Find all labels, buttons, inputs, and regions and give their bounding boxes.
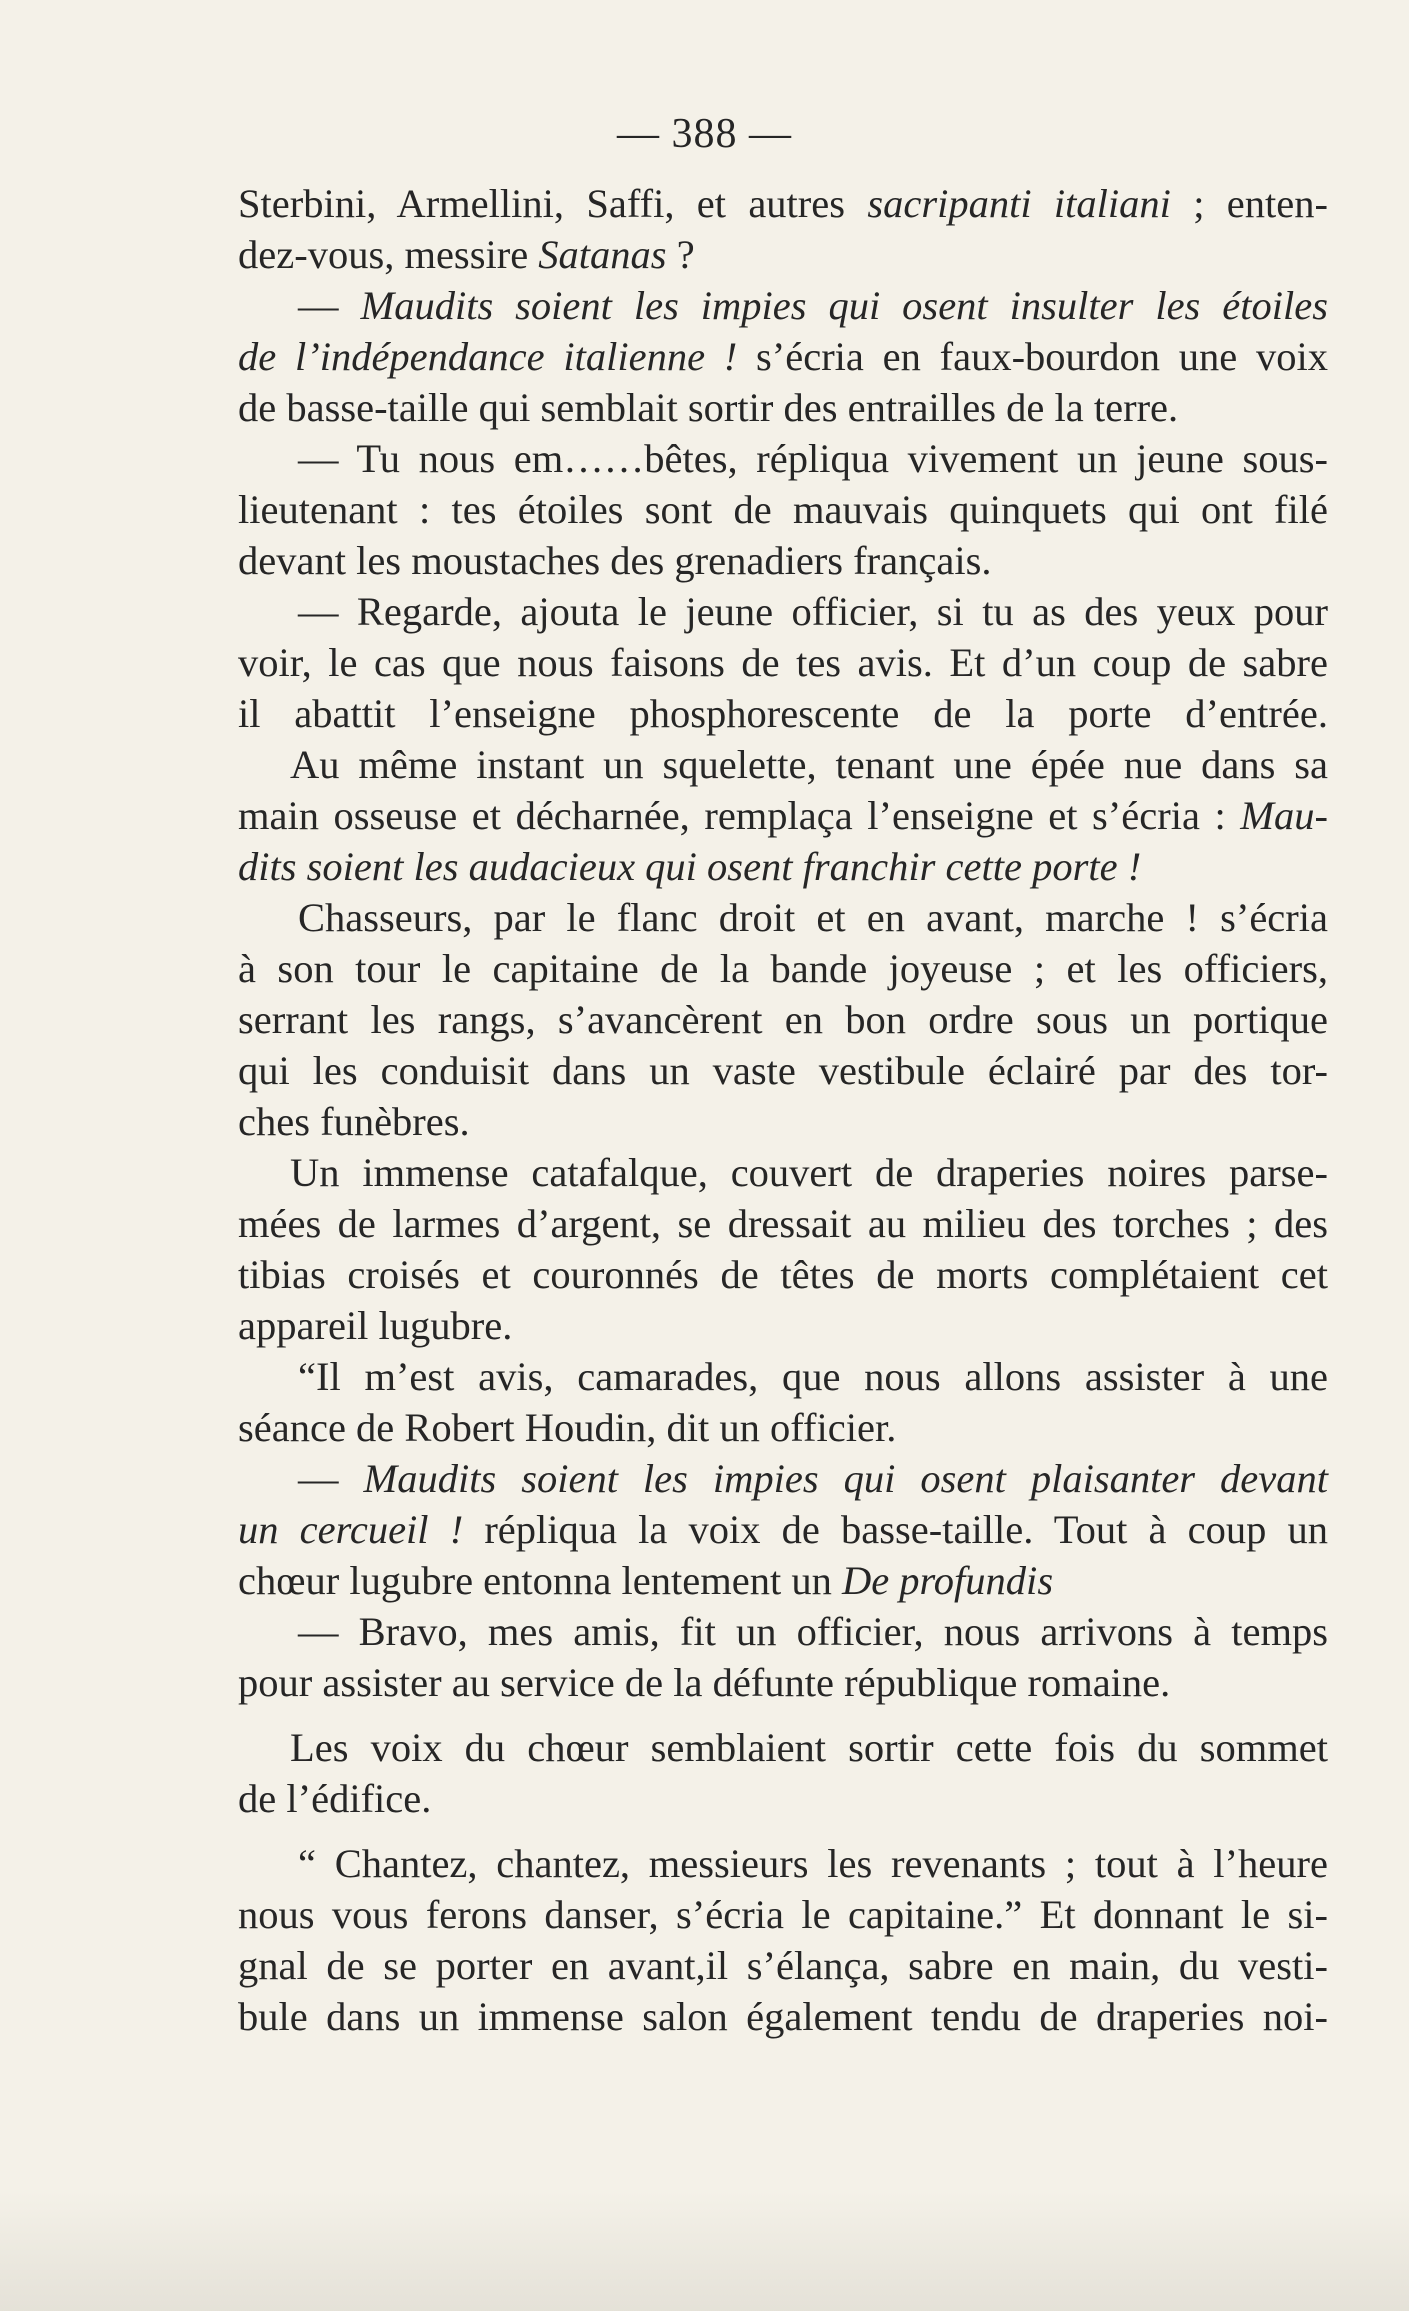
text-segment: ; enten- bbox=[1170, 181, 1328, 226]
text-line bbox=[238, 1198, 1328, 1249]
text-segment: séance de Robert Houdin, dit un officier. bbox=[238, 1405, 897, 1450]
text-segment: dez-vous, messire bbox=[238, 232, 539, 277]
text-segment: de basse-taille qui semblait sortir des entrailles de la terre. bbox=[238, 385, 1179, 430]
text-segment: Sterbini, Armellini, Saffi, et autres bbox=[238, 181, 868, 226]
text-line bbox=[238, 1504, 1328, 1555]
text-segment: serrant les rangs, s’avancèrent en bon ordre sous un portique bbox=[238, 997, 1328, 1042]
text-line bbox=[238, 892, 1328, 943]
text-segment: nous vous ferons danser, s’écria le capitaine.” Et donnant le si- bbox=[238, 1892, 1328, 1937]
text-line bbox=[238, 586, 1328, 637]
text-line bbox=[238, 637, 1328, 688]
text-segment: bule dans un immense salon également tendu de draperies noi- bbox=[238, 1994, 1328, 2039]
text-line bbox=[238, 1402, 1328, 1453]
text-line bbox=[238, 535, 1328, 586]
text-line bbox=[238, 1773, 1328, 1824]
italic-segment: De profundis bbox=[841, 1558, 1054, 1603]
text-segment: pour assister au service de la défunte république romaine. bbox=[238, 1660, 1171, 1705]
text-line bbox=[238, 1555, 1328, 1606]
text-line bbox=[238, 994, 1328, 1045]
text-line bbox=[238, 280, 1328, 331]
text-segment: “ Chantez, chantez, messieurs les revenants ; tout à l’heure bbox=[298, 1841, 1328, 1886]
text-line bbox=[238, 841, 1328, 892]
text-line bbox=[238, 1838, 1328, 1889]
text-line bbox=[238, 1147, 1328, 1198]
text-line bbox=[238, 229, 1328, 280]
text-segment: Au même instant un squelette, tenant une épée nue dans sa bbox=[290, 742, 1328, 787]
text-segment: ches funèbres. bbox=[238, 1099, 470, 1144]
text-segment: s’écria en faux-bourdon une voix bbox=[737, 334, 1328, 379]
text-line bbox=[238, 1722, 1328, 1773]
italic-segment: un cercueil ! bbox=[238, 1507, 464, 1552]
text-segment: main osseuse et décharnée, remplaça l’enseigne et s’écria : bbox=[238, 793, 1241, 838]
text-segment: voir, le cas que nous faisons de tes avis. Et d’un coup de sabre bbox=[238, 640, 1328, 685]
italic-segment: sacripanti italiani bbox=[867, 181, 1171, 226]
text-line bbox=[238, 1351, 1328, 1402]
text-line bbox=[238, 790, 1328, 841]
text-segment: chœur lugubre entonna lentement un bbox=[238, 1558, 842, 1603]
text-segment: gnal de se porter en avant,il s’élança, sabre en main, du vesti- bbox=[238, 1943, 1328, 1988]
text-segment: “Il m’est avis, camarades, que nous allons assister à une bbox=[298, 1354, 1328, 1399]
italic-segment: Satanas bbox=[538, 232, 667, 277]
text-line bbox=[238, 1889, 1328, 1940]
text-segment: — Tu nous em……bêtes, répliqua vivement un jeune sous- bbox=[298, 436, 1328, 481]
text-line bbox=[238, 739, 1328, 790]
text-segment: ? bbox=[666, 232, 695, 277]
text-segment: mées de larmes d’argent, se dressait au milieu des torches ; des bbox=[238, 1201, 1328, 1246]
text-segment: répliqua la voix de basse-taille. Tout à coup un bbox=[463, 1507, 1329, 1552]
text-segment: devant les moustaches des grenadiers français. bbox=[238, 538, 992, 583]
paragraph-gap bbox=[238, 1708, 1328, 1722]
text-line bbox=[238, 331, 1328, 382]
text-line bbox=[238, 1657, 1328, 1708]
text-segment: — Regarde, ajouta le jeune officier, si tu as des yeux pour bbox=[298, 589, 1328, 634]
text-segment: Chasseurs, par le flanc droit et en avant, marche ! s’écria bbox=[298, 895, 1328, 940]
text-line bbox=[238, 1606, 1328, 1657]
text-segment: — bbox=[298, 1456, 364, 1501]
text-line bbox=[238, 1300, 1328, 1351]
page-number: — 388 — bbox=[617, 111, 792, 157]
text-segment: Un immense catafalque, couvert de draperies noires parse- bbox=[290, 1150, 1328, 1195]
italic-segment: de l’indépendance italienne ! bbox=[238, 334, 738, 379]
italic-segment: Maudits soient les impies qui osent insulter les étoiles bbox=[360, 283, 1328, 328]
text-segment: — bbox=[298, 283, 361, 328]
italic-segment: Mau- bbox=[1240, 793, 1328, 838]
text-segment: appareil lugubre. bbox=[238, 1303, 513, 1348]
text-segment: de l’édifice. bbox=[238, 1776, 432, 1821]
text-segment: Les voix du chœur semblaient sortir cette fois du sommet bbox=[290, 1725, 1328, 1770]
text-line bbox=[238, 484, 1328, 535]
italic-segment: dits soient les audacieux qui osent franchir cette porte ! bbox=[238, 844, 1142, 889]
text-line bbox=[238, 1249, 1328, 1300]
text-line bbox=[238, 1453, 1328, 1504]
text-line bbox=[238, 1045, 1328, 1096]
text-segment: qui les conduisit dans un vaste vestibule éclairé par des tor- bbox=[238, 1048, 1328, 1093]
page-edge-shading bbox=[0, 2191, 1409, 2311]
text-segment: lieutenant : tes étoiles sont de mauvais quinquets qui ont filé bbox=[238, 487, 1328, 532]
text-segment: tibias croisés et couronnés de têtes de morts complétaient cet bbox=[238, 1252, 1328, 1297]
text-line bbox=[238, 943, 1328, 994]
body-text bbox=[238, 178, 1328, 2042]
text-line bbox=[238, 1096, 1328, 1147]
italic-segment: Maudits soient les impies qui osent plaisanter devant bbox=[363, 1456, 1329, 1501]
text-segment: — Bravo, mes amis, fit un officier, nous arrivons à temps bbox=[298, 1609, 1328, 1654]
text-line bbox=[238, 688, 1328, 739]
text-segment: à son tour le capitaine de la bande joyeuse ; et les officiers, bbox=[238, 946, 1328, 991]
text-line bbox=[238, 433, 1328, 484]
text-line bbox=[238, 1940, 1328, 1991]
text-line bbox=[238, 1991, 1328, 2042]
text-segment: il abattit l’enseigne phosphorescente de la porte d’entrée. bbox=[238, 691, 1328, 736]
text-line bbox=[238, 178, 1328, 229]
text-line bbox=[238, 382, 1328, 433]
paragraph-gap bbox=[238, 1824, 1328, 1838]
